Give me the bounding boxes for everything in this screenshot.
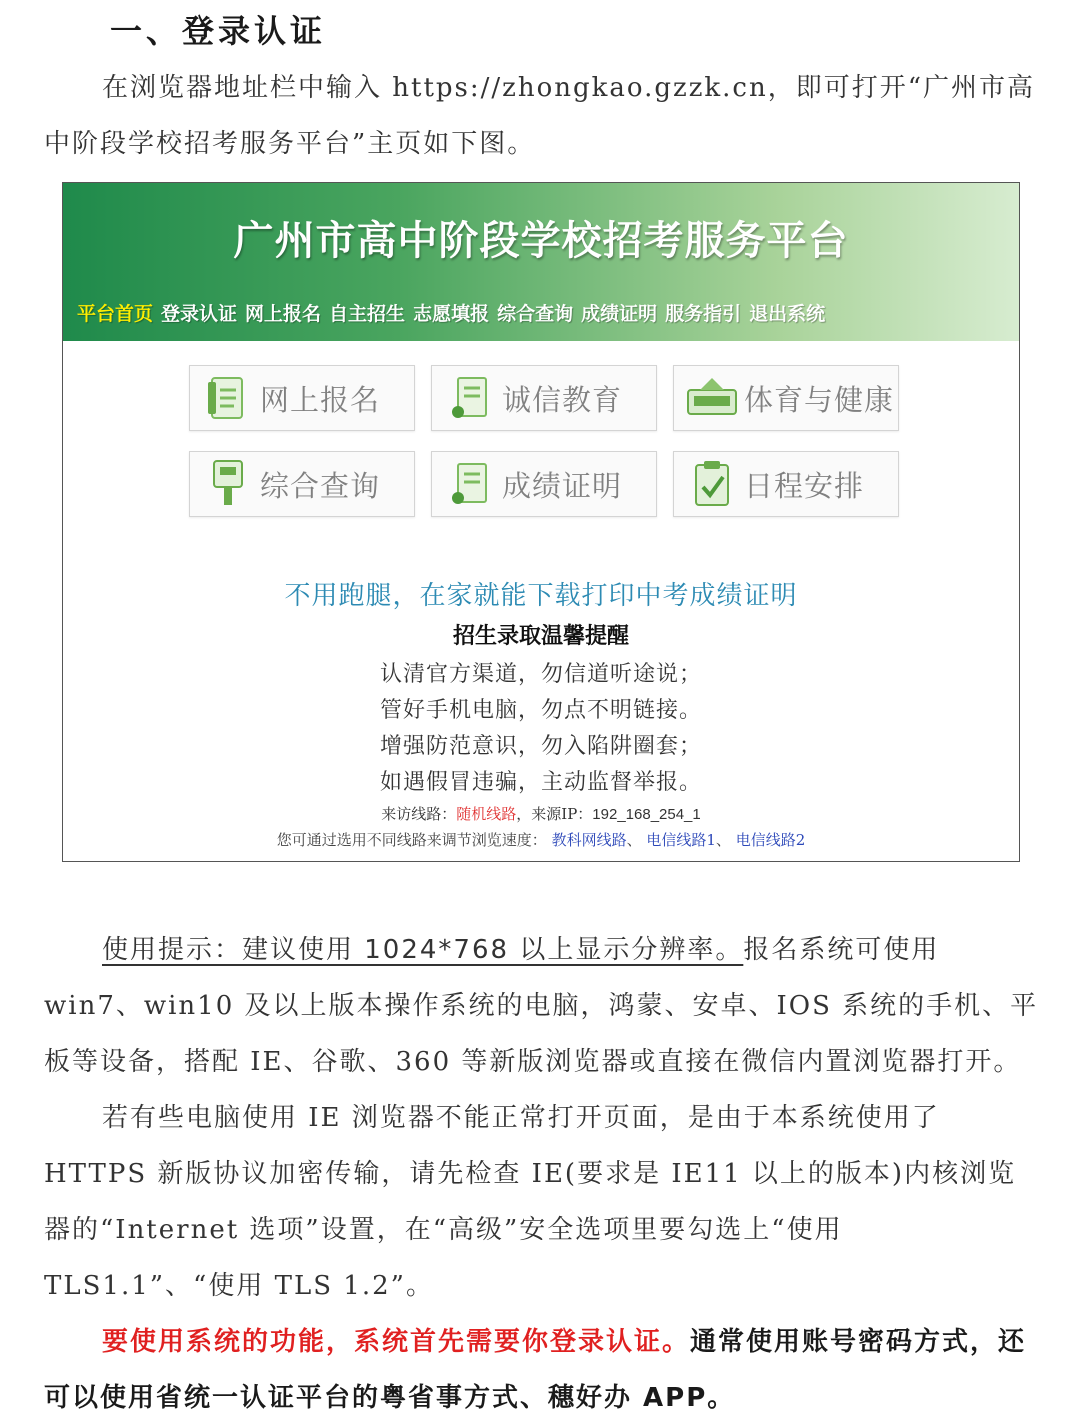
kiosk-icon <box>202 458 254 510</box>
tile-sports-health[interactable] <box>673 365 899 431</box>
visit-info <box>63 803 1019 824</box>
intro-text: 在浏览器地址栏中输入 https://zhongkao.gzzk.cn，即可打开“广州市高中阶段学校招考服务平台”主页如下图。 <box>44 73 1036 159</box>
route-link-telecom-2[interactable]: 电信线路2 <box>735 831 806 849</box>
tip-line: 管好手机电脑，勿点不明链接。 <box>379 698 702 723</box>
usage-text: 报名系统可使用 win7、win10 及以上版本操作系统的电脑，鸿蒙、安卓、IOS 系统的手机、平板等设备，搭配 IE、谷歌、360 等新版浏览器或直接在微信内置浏览器打开。 <box>44 935 1039 1077</box>
tip-title: 招生录取温馨提醒 <box>452 624 629 649</box>
nav-item-score-certificate[interactable]: 成绩证明 <box>581 303 658 325</box>
https-paragraph <box>44 1090 1039 1314</box>
nav-item-login[interactable]: 登录认证 <box>161 303 238 325</box>
tile-label: 诚信教育 <box>502 382 623 417</box>
tile-label: 综合查询 <box>260 468 381 503</box>
login-emphasis: 要使用系统的功能，系统首先需要你登录认证。 <box>102 1327 691 1357</box>
certificate-icon <box>444 458 496 510</box>
tile-schedule[interactable] <box>673 451 899 517</box>
section-heading: 一、登录认证 <box>110 12 327 50</box>
certificate-notice-link[interactable]: 不用跑腿，在家就能下载打印中考成绩证明 <box>284 581 798 611</box>
usage-paragraph <box>44 922 1039 1090</box>
tile-integrity-education[interactable] <box>431 365 657 431</box>
nav-item-application[interactable]: 志愿填报 <box>413 303 490 325</box>
platform-nav <box>77 299 825 326</box>
tile-label: 日程安排 <box>744 468 865 503</box>
tip-line: 如遇假冒违骗，主动监督举报。 <box>379 770 702 795</box>
nav-item-query[interactable]: 综合查询 <box>497 303 574 325</box>
tile-label: 网上报名 <box>260 382 381 417</box>
https-text: 若有些电脑使用 IE 浏览器不能正常打开页面，是由于本系统使用了 HTTPS 新版协议加密传输，请先检查 IE(要求是 IE11 以上的版本)内核浏览器的“Internet 选项”设置，在“高级”安全选项里要勾选上“使用 TLS1.1”、“使用 TLS 1.2”。 <box>44 1103 1017 1301</box>
platform-banner <box>63 183 1019 341</box>
nav-item-registration[interactable]: 网上报名 <box>245 303 322 325</box>
route-link-telecom-1[interactable]: 电信线路1 <box>646 831 716 849</box>
nav-item-logout[interactable]: 退出系统 <box>749 303 826 325</box>
routes-label: 您可通过选用不同线路来调节浏览速度： <box>276 831 547 849</box>
tile-label: 成绩证明 <box>502 468 623 503</box>
nav-item-guide[interactable]: 服务指引 <box>665 303 742 325</box>
source-ip: 192_168_254_1 <box>592 806 701 823</box>
tile-label: 体育与健康 <box>744 382 895 417</box>
ticket-icon <box>686 372 738 424</box>
tile-comprehensive-query[interactable] <box>189 451 415 517</box>
login-paragraph <box>44 1314 1039 1426</box>
usage-tip: 使用提示：建议使用 1024*768 以上显示分辨率。 <box>102 935 744 965</box>
service-tiles <box>189 365 899 517</box>
tile-score-certificate[interactable] <box>431 451 657 517</box>
tip-line: 认清官方渠道，勿信道听途说； <box>379 662 702 687</box>
platform-screenshot <box>62 182 1020 862</box>
visit-label: 来访线路： <box>381 805 457 823</box>
checklist-icon <box>686 458 738 510</box>
document-icon <box>202 372 254 424</box>
book-icon <box>444 372 496 424</box>
intro-paragraph <box>44 60 1039 172</box>
source-ip-label: ，来源IP： <box>516 805 593 823</box>
route-selector: 您可通过选用不同线路来调节浏览速度： 教科网线路、 电信线路1、 电信线路2 <box>276 831 806 849</box>
nav-item-home[interactable]: 平台首页 <box>77 303 154 325</box>
platform-title: 广州市高中阶段学校招考服务平台 <box>233 218 849 264</box>
tile-online-registration[interactable] <box>189 365 415 431</box>
login-text: 通常使用账号密码方式，还可以使用省统一认证平台的粤省事方式、穗好办 APP。 <box>44 1327 1027 1413</box>
nav-item-independent-enrollment[interactable]: 自主招生 <box>329 303 406 325</box>
tip-line: 增强防范意识，勿入陷阱圈套； <box>379 734 702 759</box>
route-link-edu[interactable]: 教科网线路 <box>551 831 627 849</box>
visit-route: 随机线路 <box>456 805 517 823</box>
